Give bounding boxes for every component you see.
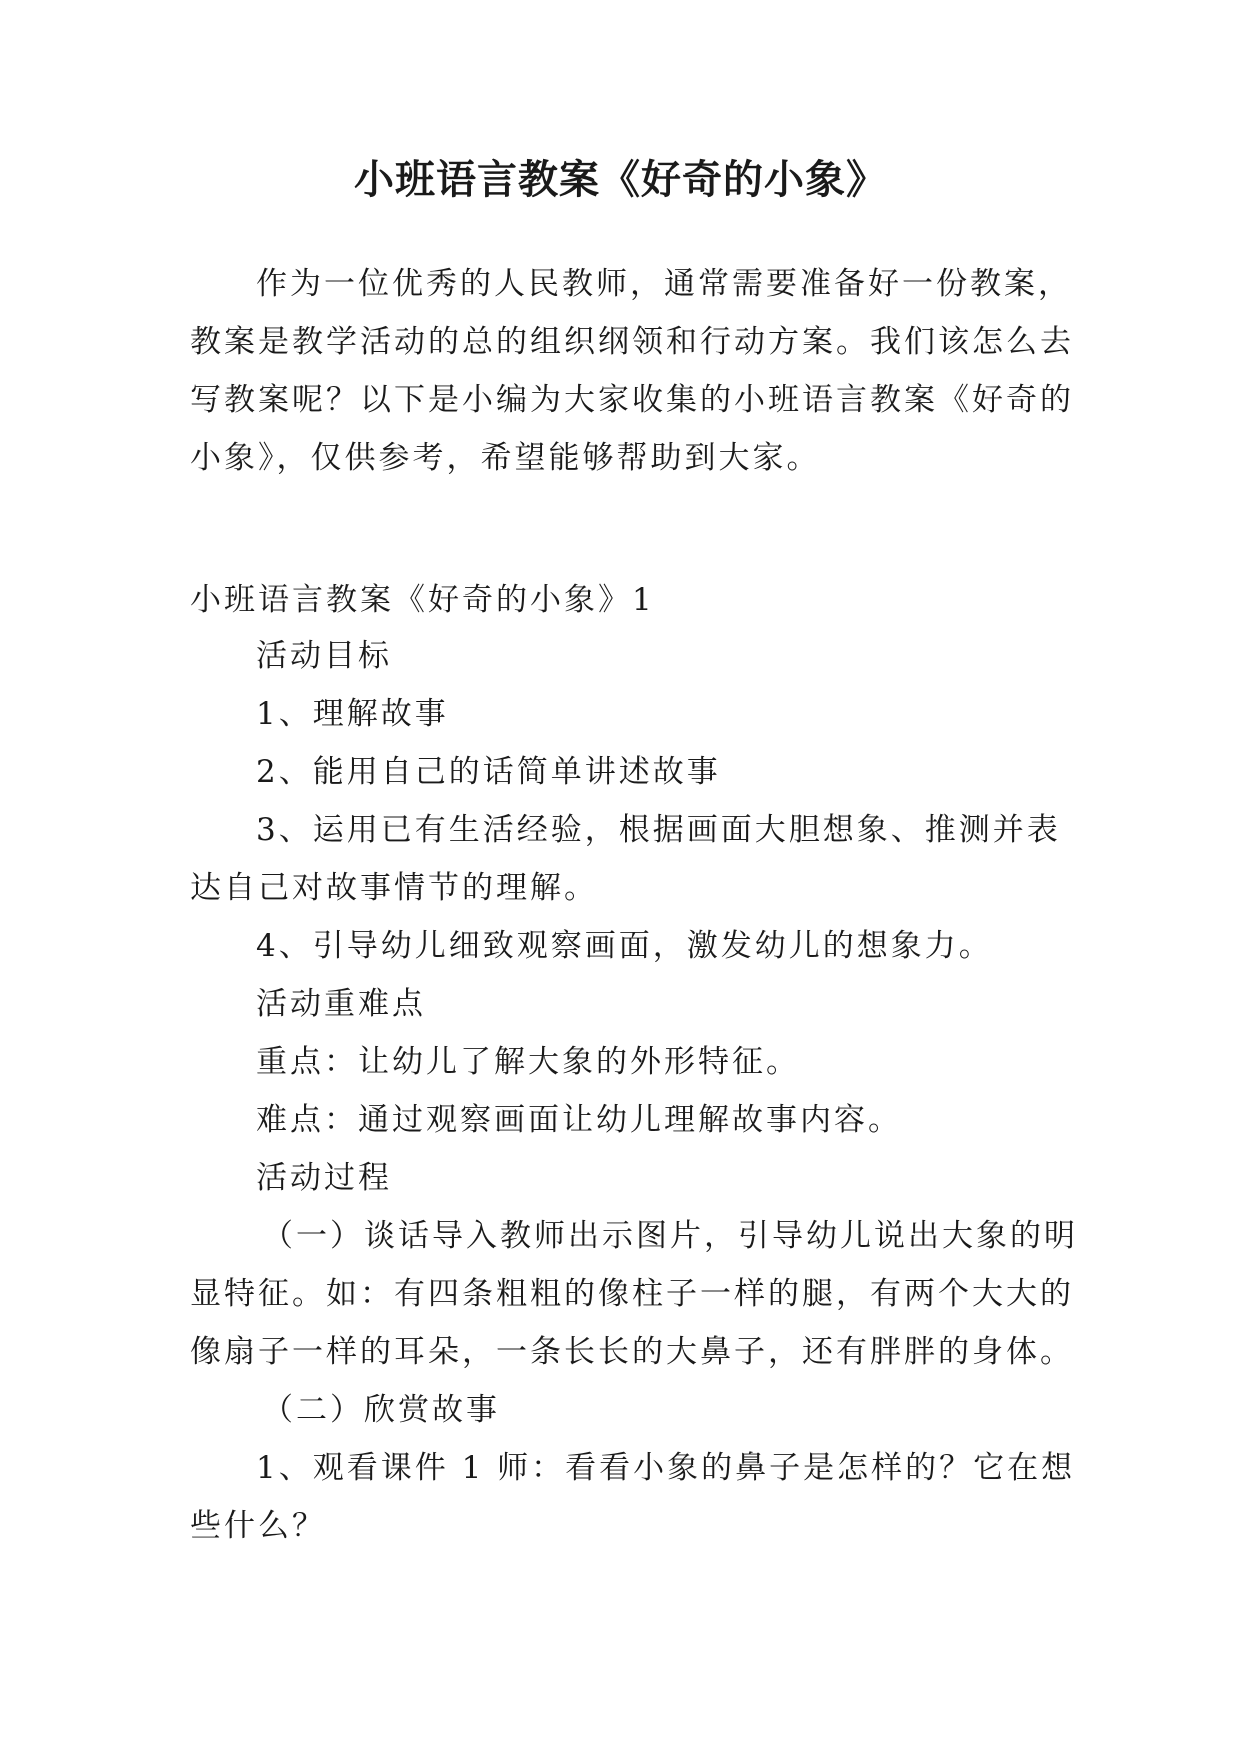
- body-line: 重点：让幼儿了解大象的外形特征。: [256, 1044, 800, 1080]
- intro-line: 写教案呢？以下是小编为大家收集的小班语言教案《好奇的: [190, 382, 1074, 418]
- body-line: （二）欣赏故事: [262, 1392, 500, 1428]
- body-line: （一）谈话导入教师出示图片，引导幼儿说出大象的明: [262, 1218, 1078, 1254]
- intro-line: 小象》，仅供参考，希望能够帮助到大家。: [190, 440, 821, 476]
- body-line: 活动过程: [256, 1160, 392, 1196]
- intro-line: 作为一位优秀的人民教师，通常需要准备好一份教案，: [256, 266, 1072, 302]
- body-line: 像扇子一样的耳朵，一条长长的大鼻子，还有胖胖的身体。: [190, 1334, 1074, 1370]
- intro-line: 教案是教学活动的总的组织纲领和行动方案。我们该怎么去: [190, 324, 1074, 360]
- body-line: 1、理解故事: [256, 696, 449, 732]
- body-line: 1、观看课件 1 师：看看小象的鼻子是怎样的？它在想: [256, 1450, 1076, 1486]
- body-line: 4、引导幼儿细致观察画面，激发幼儿的想象力。: [256, 928, 993, 964]
- body-line: 3、运用已有生活经验，根据画面大胆想象、推测并表: [256, 812, 1061, 848]
- section-heading: 小班语言教案《好奇的小象》1: [190, 582, 655, 618]
- body-line: 显特征。如：有四条粗粗的像柱子一样的腿，有两个大大的: [190, 1276, 1074, 1312]
- document-title: 小班语言教案《好奇的小象》: [354, 156, 887, 203]
- body-line: 达自己对故事情节的理解。: [190, 870, 598, 906]
- body-line: 2、能用自己的话简单讲述故事: [256, 754, 721, 790]
- body-line: 难点：通过观察画面让幼儿理解故事内容。: [256, 1102, 902, 1138]
- body-line: 些什么？: [190, 1508, 326, 1544]
- body-line: 活动重难点: [256, 986, 426, 1022]
- body-line: 活动目标: [256, 638, 392, 674]
